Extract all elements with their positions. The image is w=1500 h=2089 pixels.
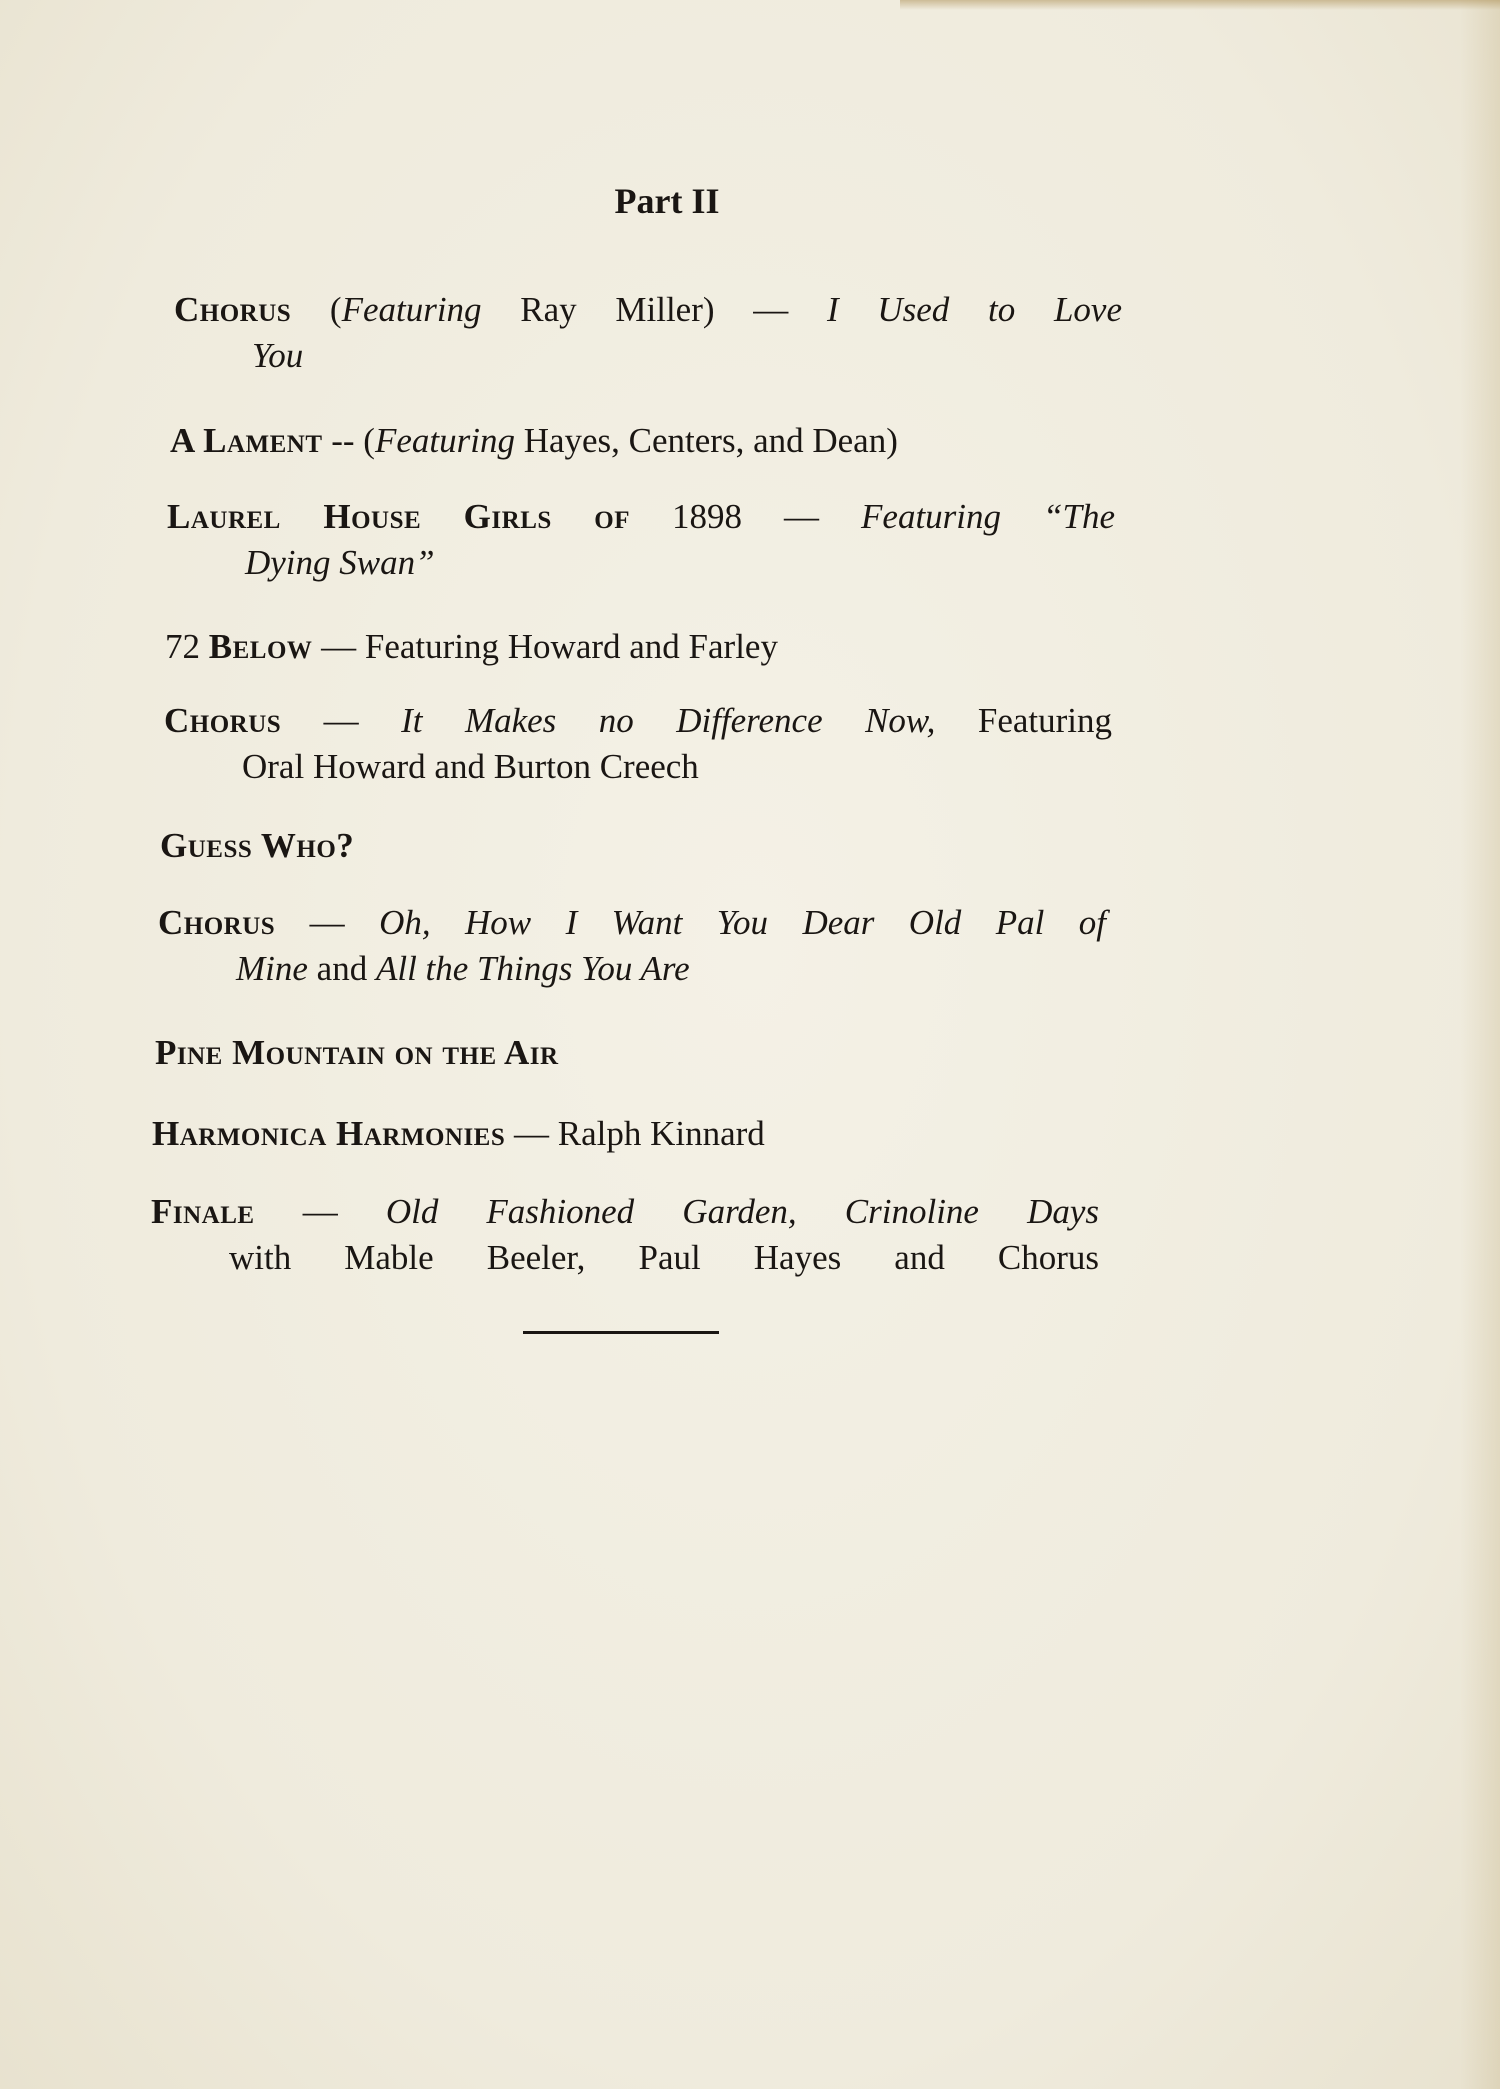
program-entry bbox=[167, 494, 1115, 586]
page-edge-shadow bbox=[1460, 0, 1500, 2089]
entry-heading: Guess Who? bbox=[160, 826, 355, 865]
entry-text: 1898 — bbox=[630, 497, 862, 536]
entry-heading: Laurel House Girls of bbox=[167, 497, 630, 536]
entry-line bbox=[170, 418, 1118, 464]
program-entry bbox=[160, 823, 1108, 869]
entry-heading: Harmonica Harmonies bbox=[152, 1114, 506, 1153]
entry-song-title: Featuring bbox=[341, 290, 482, 329]
entry-text: and bbox=[307, 949, 376, 988]
entry-line bbox=[152, 1111, 1100, 1157]
entry-text: Featuring bbox=[935, 701, 1112, 740]
entry-line bbox=[165, 624, 1113, 670]
entry-text: Oral Howard and Burton Creech bbox=[242, 747, 699, 786]
entry-line bbox=[158, 900, 1106, 946]
program-entry bbox=[155, 1030, 1103, 1076]
entry-line bbox=[167, 494, 1115, 540]
entry-heading: A Lament bbox=[170, 421, 323, 460]
program-entry bbox=[152, 1111, 1100, 1157]
page-top-edge bbox=[900, 0, 1500, 10]
entry-song-title: Dying Swan” bbox=[245, 543, 435, 582]
entry-song-title: I Used to Love bbox=[826, 290, 1122, 329]
entry-text: Ray Miller) — bbox=[481, 290, 827, 329]
entry-line bbox=[151, 1189, 1099, 1235]
entry-text: ( bbox=[291, 290, 342, 329]
entry-song-title: Old Fashioned Garden, Crinoline Days bbox=[385, 1192, 1100, 1231]
entry-text: with Mable Beeler, Paul Hayes and Chorus bbox=[229, 1238, 1099, 1277]
entry-heading: Chorus bbox=[174, 290, 292, 329]
entry-text: 72 bbox=[165, 627, 209, 666]
entry-text: — bbox=[254, 1192, 386, 1231]
entry-continuation-line bbox=[151, 1235, 1099, 1281]
entry-heading: Pine Mountain on the Air bbox=[155, 1033, 559, 1072]
program-entry bbox=[151, 1189, 1099, 1281]
entry-line bbox=[160, 823, 1108, 869]
entry-line bbox=[164, 698, 1112, 744]
entry-text: — Featuring Howard and Farley bbox=[312, 627, 778, 666]
program-entry bbox=[165, 624, 1113, 670]
entry-song-title: Mine bbox=[236, 949, 308, 988]
entry-song-title: You bbox=[252, 336, 304, 375]
entry-song-title: It Makes no Difference Now, bbox=[401, 701, 936, 740]
entry-continuation-line bbox=[164, 744, 1112, 790]
entry-song-title: Featuring bbox=[374, 421, 515, 460]
entry-song-title: All the Things You Are bbox=[375, 949, 690, 988]
entry-text: — bbox=[275, 903, 380, 942]
program-entry bbox=[158, 900, 1106, 992]
entry-heading: Chorus bbox=[164, 701, 282, 740]
entry-heading: Finale bbox=[151, 1192, 255, 1231]
entry-song-title: Oh, How I Want You Dear Old Pal of bbox=[379, 903, 1107, 942]
entry-line bbox=[174, 287, 1122, 333]
entry-line bbox=[155, 1030, 1103, 1076]
entry-text: — bbox=[281, 701, 402, 740]
program-entry bbox=[164, 698, 1112, 790]
section-title: Part II bbox=[614, 181, 720, 221]
entry-text: Hayes, Centers, and Dean) bbox=[514, 421, 898, 460]
entry-text: -- ( bbox=[322, 421, 375, 460]
entry-continuation-line bbox=[158, 946, 1106, 992]
entry-heading: Below bbox=[208, 627, 313, 666]
entry-text: — Ralph Kinnard bbox=[505, 1114, 765, 1153]
end-rule-divider bbox=[523, 1331, 719, 1334]
program-entry bbox=[174, 287, 1122, 379]
entry-continuation-line bbox=[174, 333, 1122, 379]
entry-continuation-line bbox=[167, 540, 1115, 586]
program-entry bbox=[170, 418, 1118, 464]
entry-heading: Chorus bbox=[158, 903, 276, 942]
entry-song-title: Featuring “The bbox=[861, 497, 1116, 536]
